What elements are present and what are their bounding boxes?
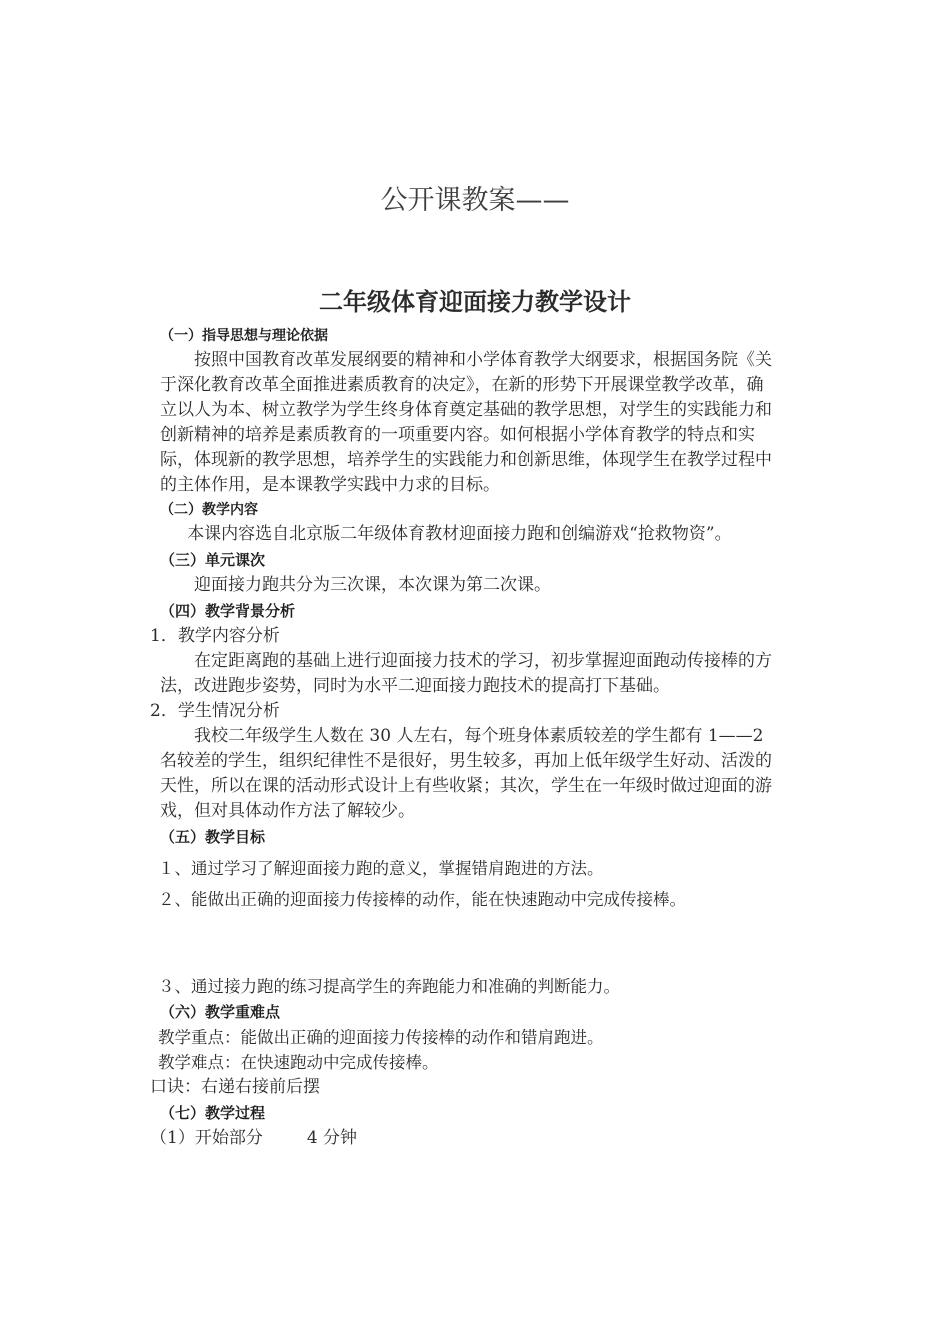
subsection-body-content-analysis: 在定距离跑的基础上进行迎面接力技术的学习，初步掌握迎面跑动传接棒的方法，改进跑步姿势，同时为水平二迎面接力跑技术的提高打下基础。 xyxy=(160,651,772,696)
section-heading-4: （四）教学背景分析 xyxy=(160,602,296,620)
section-body-2: 本课内容选自北京版二年级体育教材迎面接力跑和创编游戏“抢救物资”。 xyxy=(187,524,732,544)
document-body xyxy=(150,324,780,1151)
subsection-body-student-analysis: 我校二年级学生人数在 30 人左右，每个班身体素质较差的学生都有 1——2 名较差的学生，组织纪律性不是很好，男生较多，再加上低年级学生好动、活泼的天性，所以在课的活动形式设计上有些收紧；其次，学生在一年级时做过迎面的游戏，但对具体动作方法了解较少。 xyxy=(160,726,772,821)
key-point-text: 教学重点：能做出正确的迎面接力传接棒的动作和错肩跑进。 xyxy=(158,1028,604,1047)
page-title: 公开课教案—— xyxy=(380,185,570,216)
objective-item-3: ３、通过接力跑的练习提高学生的奔跑能力和准确的判断能力。 xyxy=(158,977,620,996)
section-body-1: 按照中国教育改革发展纲要的精神和小学体育教学大纲要求，根据国务院《关于深化教育改革全面推进素质教育的决定》，在新的形势下开展课堂教学改革，确立以人为本、树立教学为学生终身体育奠定基础的教学思想，对学生的实践能力和创新精神的培养是素质教育的一项重要内容。如何根据小学体育教学的特点和实际，体现新的教学思想，培养学生的实践能力和创新思维，体现学生在教学过程中的主体作用，是本课教学实践中力求的目标。 xyxy=(160,350,772,495)
formula-text: 口诀：右递右接前后摆 xyxy=(150,1077,320,1097)
section-body-3: 迎面接力跑共分为三次课，本次课为第二次课。 xyxy=(194,575,551,595)
section-heading-7: （七）教学过程 xyxy=(160,1104,266,1122)
process-part-label: （1）开始部分 xyxy=(150,1128,263,1148)
process-part-time: 4 分钟 xyxy=(306,1128,358,1148)
process-part-row xyxy=(150,1126,780,1151)
difficulty-text: 教学难点：在快速跑动中完成传接棒。 xyxy=(158,1053,439,1072)
section-heading-2: （二）教学内容 xyxy=(160,502,258,518)
subsection-title-student-analysis: 2．学生情况分析 xyxy=(150,701,280,721)
section-heading-5: （五）教学目标 xyxy=(160,828,266,846)
objective-item-2: ２、能做出正确的迎面接力传接棒的动作，能在快速跑动中完成传接棒。 xyxy=(158,890,686,909)
section-heading-6: （六）教学重难点 xyxy=(160,1003,281,1021)
subsection-title-content-analysis: 1．教学内容分析 xyxy=(150,626,280,646)
objective-item-1: １、通过学习了解迎面接力跑的意义，掌握错肩跑进的方法。 xyxy=(158,859,604,878)
section-heading-1: （一）指导思想与理论依据 xyxy=(160,328,328,344)
section-heading-3: （三）单元课次 xyxy=(160,551,266,569)
page-subtitle: 二年级体育迎面接力教学设计 xyxy=(319,288,631,316)
